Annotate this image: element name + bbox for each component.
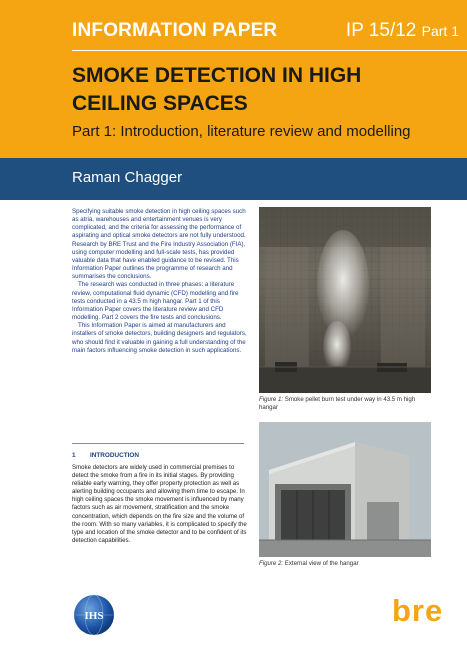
header-divider — [72, 50, 467, 51]
paper-part: Part 1 — [421, 23, 459, 39]
hangar-exterior-image — [259, 422, 431, 557]
ihs-logo — [73, 594, 115, 636]
abstract-paragraph: The research was conducted in three phases: a literature review, computational fluid dynamic (CFD) modelling and fire tests conducted in a 43.5 m high hangar. Part 1 of this Information Paper covers the literature review and CFD modelling. Part 2 covers the fire tests and conclusions. — [72, 281, 239, 322]
figure-2-caption — [259, 560, 431, 568]
author-name: Raman Chagger — [72, 169, 183, 186]
ihs-logo-text: IHS — [84, 610, 104, 622]
paper-number: IP 15/12 — [345, 20, 417, 41]
section-title: INTRODUCTION — [90, 452, 139, 459]
abstract-paragraph: This Information Paper is aimed at manufacturers and installers of smoke detectors, building designers and regulators, who should find it valuable in gaining a full understanding of the main factors influencing smoke detection in such applications. — [72, 322, 247, 354]
section-heading — [72, 452, 139, 459]
figure-1-label: Figure 1: — [259, 396, 284, 403]
section-number: 1 — [72, 452, 76, 459]
figure-2-photo — [259, 422, 431, 557]
series-label: INFORMATION PAPER — [72, 20, 278, 41]
figure-1-text: Smoke pellet burn test under way in 43.5 m high hangar — [259, 396, 416, 411]
document-title: SMOKE DETECTION IN HIGH CEILING SPACES — [72, 64, 362, 115]
hangar-interior-image — [259, 207, 431, 393]
figure-2-text: External view of the hangar — [284, 560, 359, 567]
abstract-paragraph: Specifying suitable smoke detection in high ceiling spaces such as atria, warehouses and entertainment venues is very complicated, and the criteria for assessing the performance of aspirating and optical smoke detectors are not fully understood. Research by BRE Trust and the Fire Industry Association (FIA), using computer modelling and full-scale tests, has provided valuable data that have enabled guidance to be revised. This Information Paper outlines the programme of research and summarises the conclusions. — [72, 208, 246, 281]
paper-code — [346, 20, 459, 42]
figure-1-photo — [259, 207, 431, 393]
section-body: Smoke detectors are widely used in commercial premises to detect the smoke from a fire in its initial stages. By providing reliable early warning, they offer property protection as well as alerting building occupants and allowing them time to escape. In high ceiling spaces the smoke movement is influenced by many factors such as air movement, stratification and the smoke concentration, which depends on the fire size and the volume of the room. With so many variables, it is complicated to specify the type and location of the smoke detector and to be confident of its detection capabilities. — [72, 464, 247, 544]
document-subtitle: Part 1: Introduction, literature review and modelling — [72, 123, 411, 140]
author-band — [0, 158, 467, 200]
ihs-globe-icon — [73, 594, 115, 636]
section-divider — [72, 443, 244, 444]
bre-logo: bre — [392, 593, 444, 628]
figure-1-caption — [259, 396, 431, 412]
header-band — [0, 0, 467, 158]
abstract — [72, 208, 248, 355]
figure-2-label: Figure 2: — [259, 560, 284, 567]
